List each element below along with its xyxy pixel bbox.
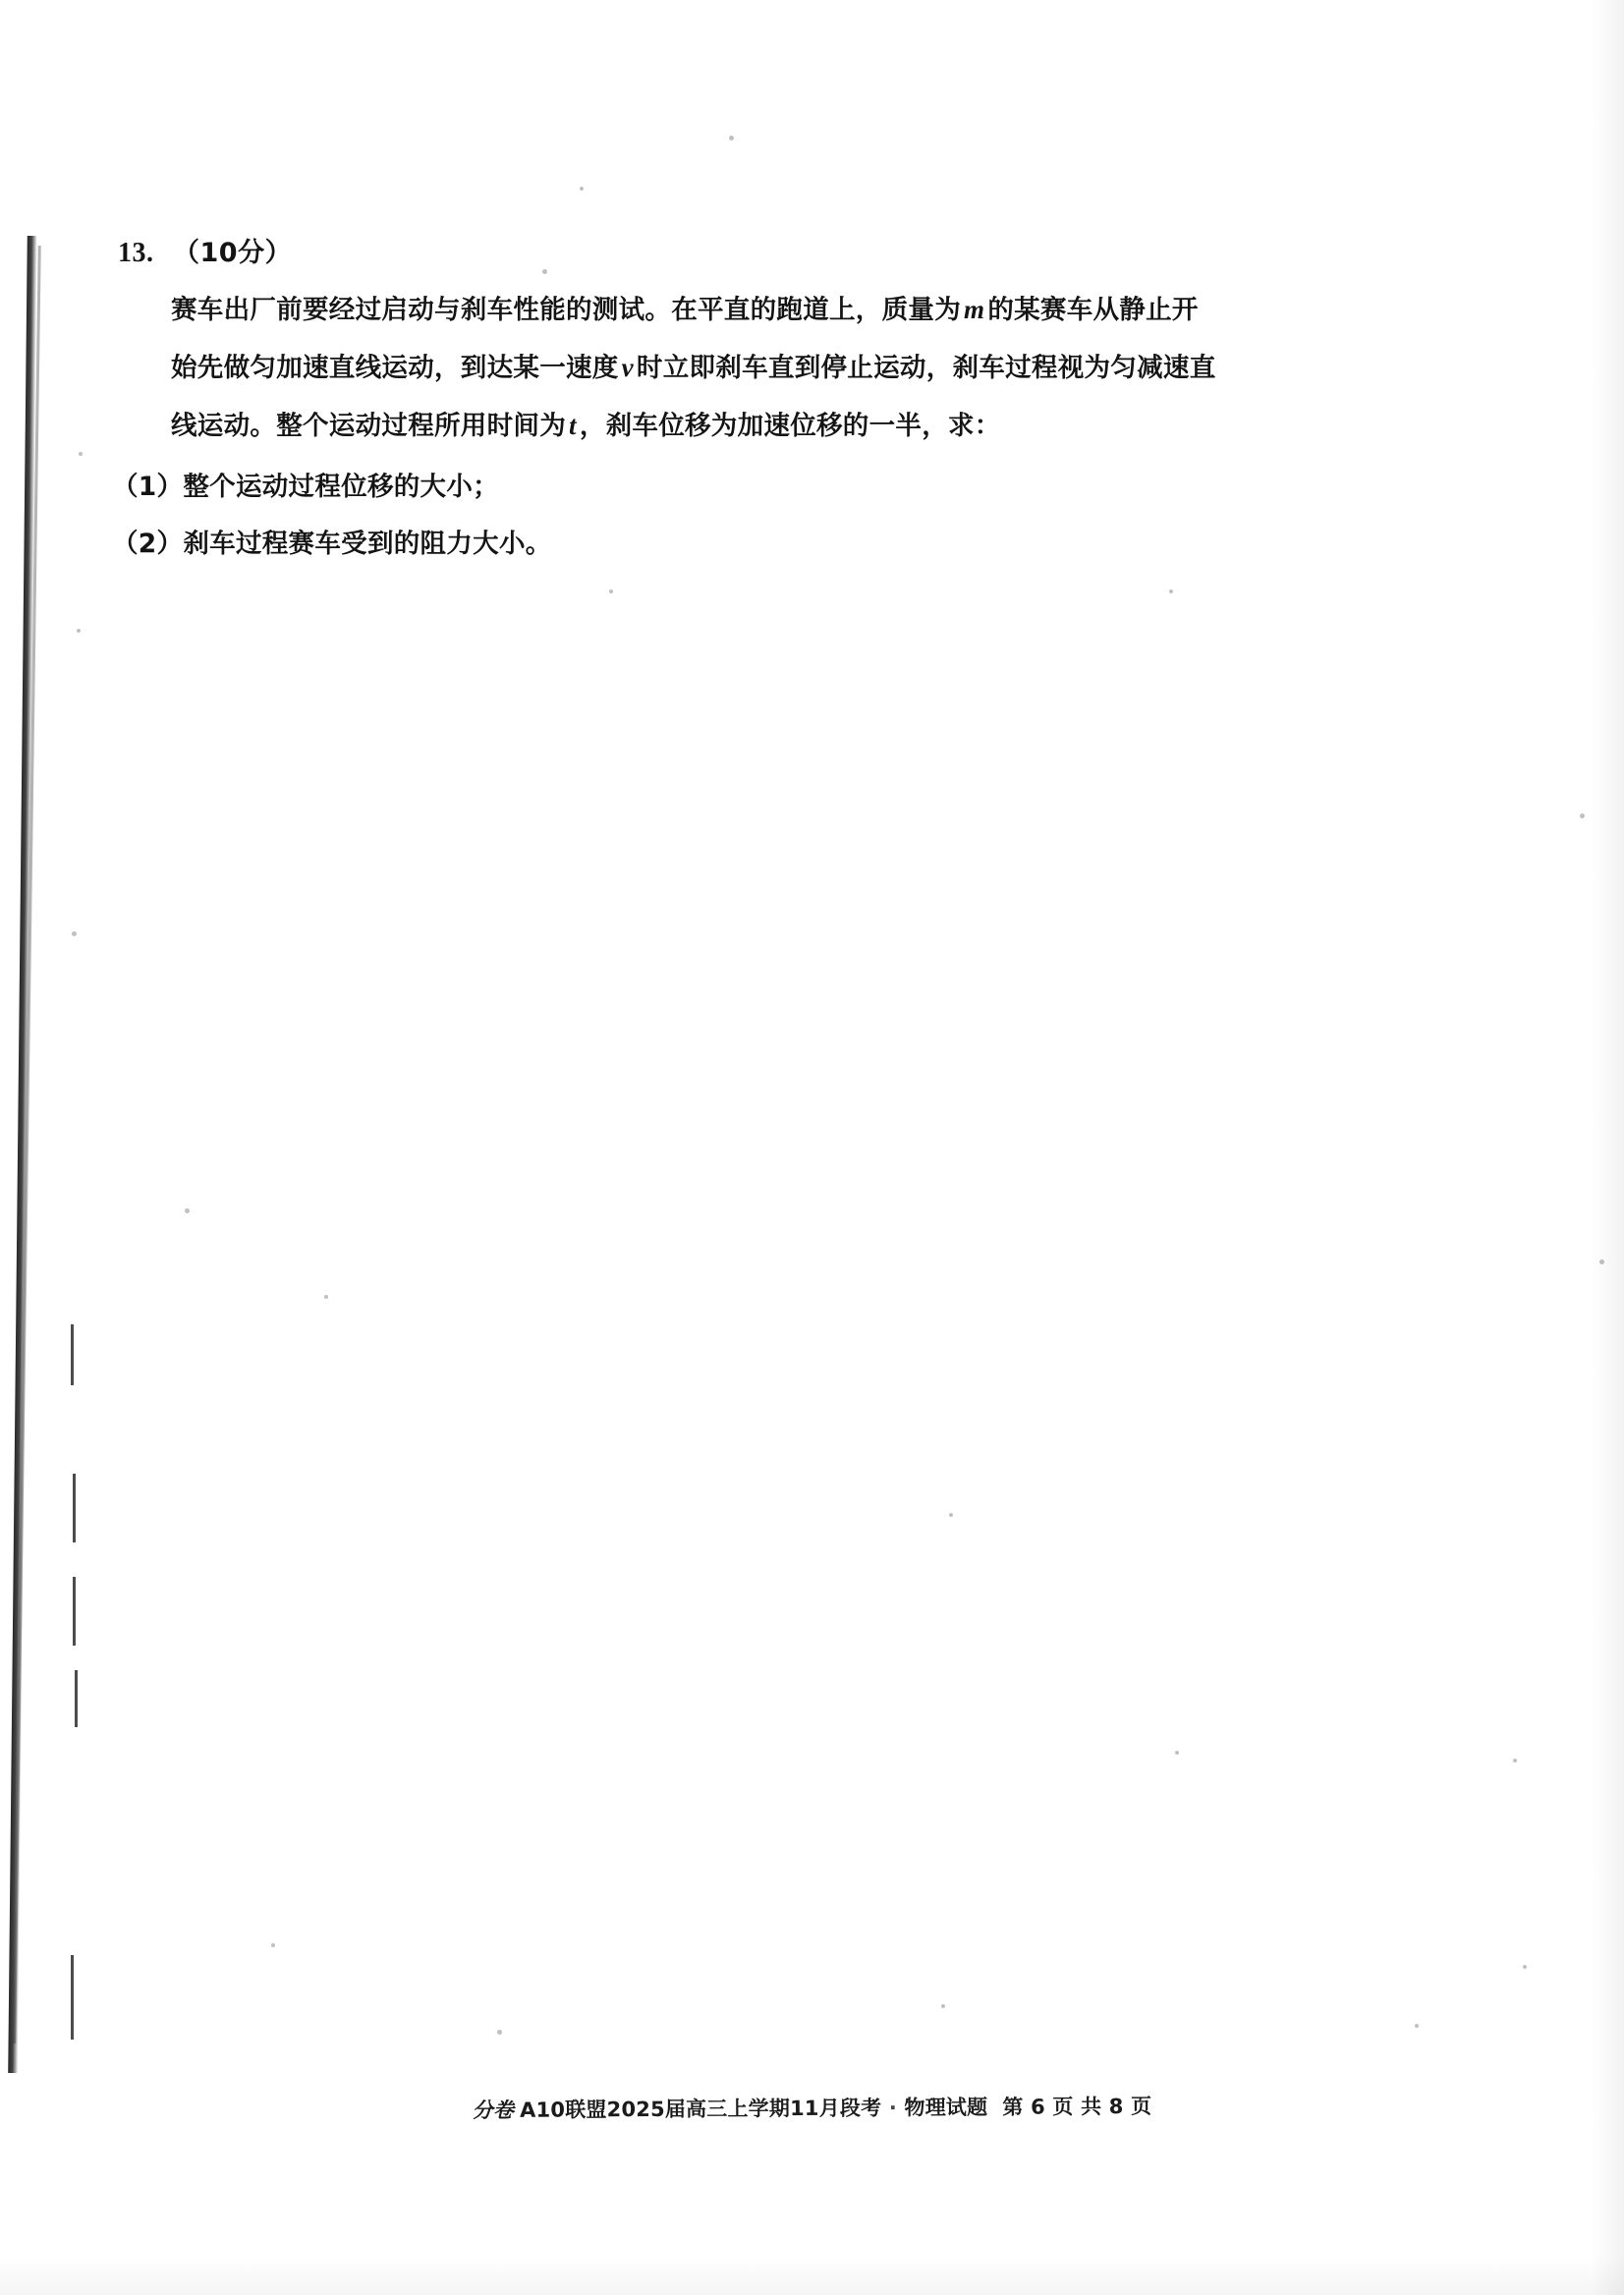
- question-stem-line: [118, 339, 1474, 397]
- scan-speck: [185, 1208, 190, 1213]
- scan-speck: [79, 452, 83, 456]
- question-stem: [118, 281, 1474, 455]
- stem-text: 的某赛车从静止开: [987, 295, 1199, 325]
- scan-speck: [941, 2004, 945, 2008]
- margin-tick: [75, 1670, 78, 1727]
- scan-speck: [949, 1513, 953, 1517]
- symbol-time: t: [569, 411, 577, 440]
- stem-text: 始先做匀加速直线运动，到达某一速度: [171, 353, 619, 383]
- margin-tick: [71, 1324, 74, 1385]
- scan-speck: [542, 269, 547, 274]
- scan-speck: [271, 1943, 275, 1947]
- footer-subject: 物理试题: [904, 2095, 988, 2120]
- question-sub-list: [112, 459, 1474, 573]
- symbol-mass: m: [964, 295, 985, 324]
- scan-speck: [1415, 2024, 1419, 2028]
- scan-speck: [609, 589, 613, 593]
- stem-text: 时立即刹车直到停止运动，刹车过程视为匀减速直: [636, 353, 1216, 383]
- stem-text: ，刹车位移为加速位移的一半，求：: [579, 411, 1001, 441]
- footer-page-number: 第 6 页 共 8 页: [1002, 2094, 1152, 2119]
- stem-text: 赛车出厂前要经过启动与刹车性能的测试。在平直的跑道上，质量为: [171, 295, 961, 325]
- scan-speck: [1580, 813, 1585, 818]
- scan-speck: [729, 136, 734, 140]
- scan-speck: [77, 629, 81, 633]
- footer-mark: 分卷: [472, 2098, 515, 2123]
- footer-exam-title: A10联盟2025届高三上学期11月段考: [520, 2096, 882, 2122]
- scan-speck: [1175, 1751, 1179, 1755]
- scan-speck: [1513, 1759, 1517, 1763]
- scan-speck: [1169, 589, 1173, 593]
- page-right-shadow: [1591, 0, 1624, 2295]
- question-heading: [118, 231, 1474, 269]
- scan-speck: [497, 2030, 502, 2035]
- scan-speck: [1523, 1965, 1527, 1969]
- stem-text: 线运动。整个运动过程所用时间为: [171, 411, 566, 441]
- page-footer: 分卷 A10联盟2025届高三上学期11月段考 · 物理试题 第 6 页 共 8 页: [472, 2094, 1152, 2123]
- scan-speck: [324, 1295, 328, 1299]
- scan-speck: [72, 931, 77, 936]
- sub-question-2: （2）刹车过程赛车受到的阻力大小。: [112, 529, 552, 559]
- margin-tick: [71, 1955, 74, 2040]
- sub-question-1: （1）整个运动过程位移的大小；: [112, 472, 499, 502]
- symbol-velocity: v: [621, 353, 634, 382]
- question-stem-line: [118, 281, 1474, 339]
- margin-tick: [73, 1474, 76, 1542]
- scan-speck: [580, 187, 584, 191]
- page-binding-edge: [8, 236, 37, 2073]
- question-score: （10分）: [173, 238, 293, 268]
- question-number: 13.: [118, 238, 154, 268]
- question-13: [112, 231, 1474, 573]
- question-stem-line: [118, 397, 1474, 455]
- margin-tick: [73, 1577, 76, 1646]
- page-bottom-shadow: [0, 2256, 1624, 2295]
